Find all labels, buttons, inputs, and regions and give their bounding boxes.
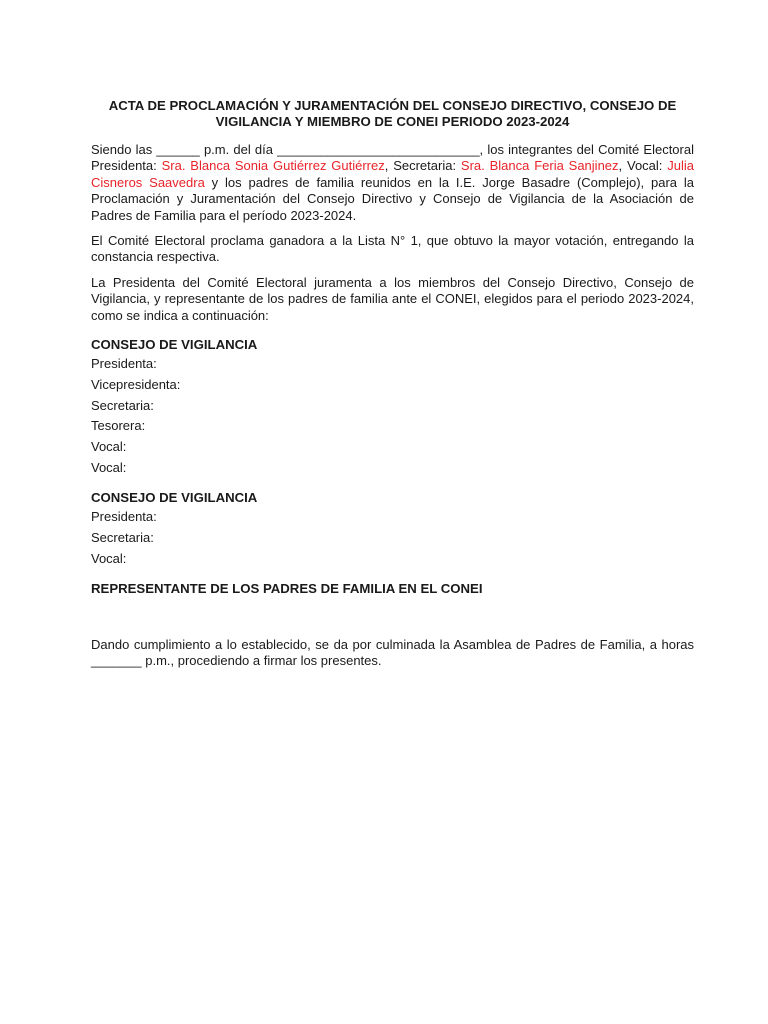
section-heading-consejo-vigilancia-1: CONSEJO DE VIGILANCIA [91,337,258,353]
intro-text-3: , Vocal: [618,158,668,174]
closing-paragraph: Dando cumplimiento a lo establecido, se da por culminada la Asamblea de Padres de Familia, a horas _______ p.m., procediendo a firmar los presentes. [91,636,694,669]
document-title: ACTA DE PROCLAMACIÓN Y JURAMENTACIÓN DEL CONSEJO DIRECTIVO, CONSEJO DE VIGILANCIA Y MIEMBRO DE CONEI PERIODO 2023-2024 [108,98,677,129]
intro-text-4: y los padres de familia reunidos en la I.E. Jorge Basadre (Complejo), para la Proclamación y Juramentación del Consejo Directivo y Consejo de Vigilancia de la Asociación de Padres de Familia para el período 2023-2024. [91,174,694,223]
document-page [91,98,694,678]
role-line: Vocal: [91,439,127,455]
committee-president-name: Sra. Blanca Sonia Gutiérrez Gutiérrez [161,158,385,174]
role-line: Vicepresidenta: [91,376,181,392]
role-line: Vocal: [91,460,127,476]
role-line: Secretaria: [91,397,154,413]
role-line: Secretaria: [91,529,154,545]
committee-vocal-name: Julia Cisneros Saavedra [91,158,694,190]
oath-paragraph: La Presidenta del Comité Electoral juramenta a los miembros del Consejo Directivo, Consejo de Vigilancia, y representante de los padres de familia ante el CONEI, elegidos para el periodo 2023-2024, como se indica a continuación: [91,274,694,323]
intro-text-2: , Secretaria: [384,158,461,174]
role-line: Vocal: [91,550,127,566]
role-line: Presidenta: [91,509,157,525]
intro-text-1: Siendo las ______ p.m. del día ____________________________, los integrantes del Comité Electoral Presidenta: [91,142,694,174]
role-line: Tesorera: [91,418,146,434]
proclamation-paragraph: El Comité Electoral proclama ganadora a la Lista N° 1, que obtuvo la mayor votación, entregando la constancia respectiva. [91,233,694,265]
section-heading-conei-representative: REPRESENTANTE DE LOS PADRES DE FAMILIA EN EL CONEI [91,580,483,596]
role-line: Presidenta: [91,356,157,372]
intro-paragraph [91,142,694,224]
committee-secretary-name: Sra. Blanca Feria Sanjinez [460,158,619,174]
section-heading-consejo-vigilancia-2: CONSEJO DE VIGILANCIA [91,490,258,506]
